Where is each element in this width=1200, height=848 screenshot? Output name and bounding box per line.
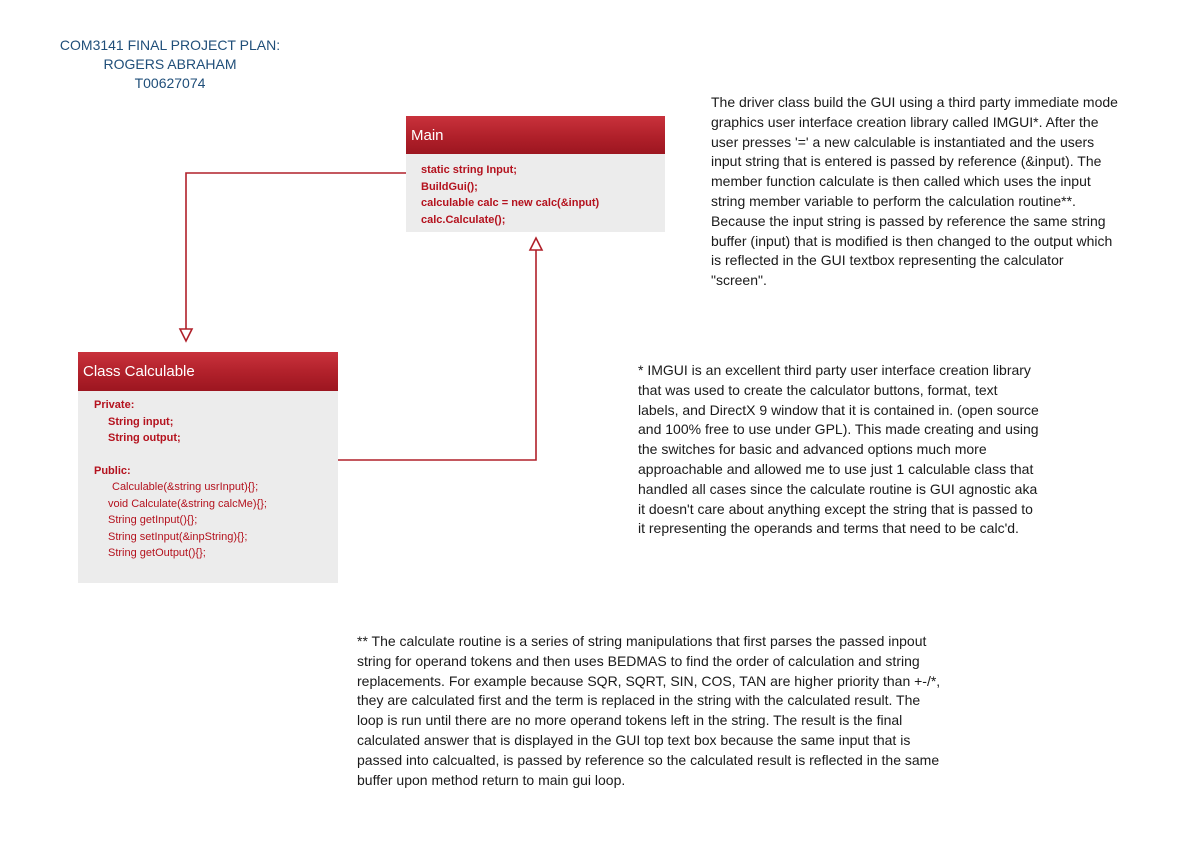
note-line: they are calculated first and the term is replaced in the string with the calculated result. The	[357, 692, 921, 709]
arrowhead-up	[530, 238, 542, 250]
private-member: String output;	[108, 432, 181, 444]
imgui-note	[638, 361, 1039, 539]
note-line: buffer (input) that is modified is then changed to the output which	[711, 232, 1113, 249]
header-author: ROGERS ABRAHAM	[103, 56, 237, 72]
note-line: is reflected in the GUI textbox representing the calculator	[711, 252, 1064, 269]
note-line: loop is run until there are no more operand tokens left in the string. The result is the final	[357, 712, 903, 729]
note-line: The driver class build the GUI using a third party immediate mode	[711, 94, 1118, 110]
note-line: * IMGUI is an excellent third party user interface creation library	[638, 362, 1031, 378]
header-student-id: T00627074	[134, 75, 206, 91]
main-member-line: calculable calc = new calc(&input)	[421, 197, 600, 209]
note-line: handled all cases since the calculate routine is GUI agnostic aka	[638, 480, 1038, 497]
note-line: it representing the operands and terms that need to be calc'd.	[638, 520, 1019, 537]
calculable-class-body	[78, 391, 338, 583]
note-line: replacements. For example because SQR, SQRT, SIN, COS, TAN are higher priority than +-/*,	[357, 672, 941, 689]
main-member-line: static string Input;	[421, 164, 517, 176]
driver-class-note	[711, 93, 1118, 291]
note-line: Because the input string is passed by reference the same string	[711, 212, 1106, 229]
public-member: String setInput(&inpString){};	[108, 530, 248, 543]
note-line: ** The calculate routine is a series of string manipulations that first parses the passed inpout	[357, 633, 927, 649]
calculable-class-title: Class Calculable	[78, 352, 338, 391]
public-member: String getOutput(){};	[108, 547, 206, 559]
calculable-class-box	[78, 352, 338, 583]
note-line: graphics user interface creation library called IMGUI*. After the	[711, 113, 1099, 130]
note-line: labels, and DirectX 9 window that it is contained in. (open source	[638, 401, 1039, 418]
note-line: member function calculate is then called which uses the input	[711, 173, 1091, 190]
note-line: calculated answer that is displayed in the GUI top text box because the same input that is	[357, 731, 911, 748]
public-member: String getInput(){};	[108, 514, 198, 526]
main-member-line: BuildGui();	[421, 180, 478, 193]
main-to-calculable-connector	[186, 173, 406, 329]
note-line: string member variable to perform the calculation routine**.	[711, 192, 1076, 209]
note-line: user presses '=' a new calculable is instantiated and the users	[711, 133, 1095, 150]
note-line: input string that is entered is passed by reference (&input). The	[711, 153, 1102, 170]
private-label: Private:	[94, 399, 135, 411]
public-member: Calculable(&string usrInput){};	[112, 481, 259, 493]
main-class-box	[406, 116, 665, 232]
note-line: that was used to create the calculator buttons, format, text	[638, 381, 998, 398]
note-line: it doesn't care about anything except the string that is passed to	[638, 500, 1033, 517]
main-member-line: calc.Calculate();	[421, 213, 506, 226]
header-title: COM3141 FINAL PROJECT PLAN:	[59, 37, 281, 53]
note-line: "screen".	[711, 272, 767, 289]
arrowhead-down	[180, 329, 192, 341]
public-member: void Calculate(&string calcMe){};	[108, 497, 267, 510]
public-label: Public:	[94, 464, 131, 477]
note-line: and 100% free to use under GPL). This made creating and using	[638, 421, 1039, 438]
note-line: the switches for basic and advanced options much more	[638, 441, 987, 458]
private-member: String input;	[108, 415, 174, 428]
main-class-body	[406, 154, 665, 232]
note-line: buffer upon method return to main gui loop.	[357, 771, 626, 788]
calculable-to-main-connector	[318, 250, 536, 460]
note-line: passed into calcualted, is passed by reference so the calculated result is reflected in the same	[357, 751, 940, 768]
calculate-routine-note	[357, 632, 940, 790]
note-line: approachable and allowed me to use just 1 calculable class that	[638, 460, 1034, 477]
main-class-title: Main	[406, 116, 665, 154]
note-line: string for operand tokens and then uses BEDMAS to find the order of calculation and string	[357, 652, 920, 669]
